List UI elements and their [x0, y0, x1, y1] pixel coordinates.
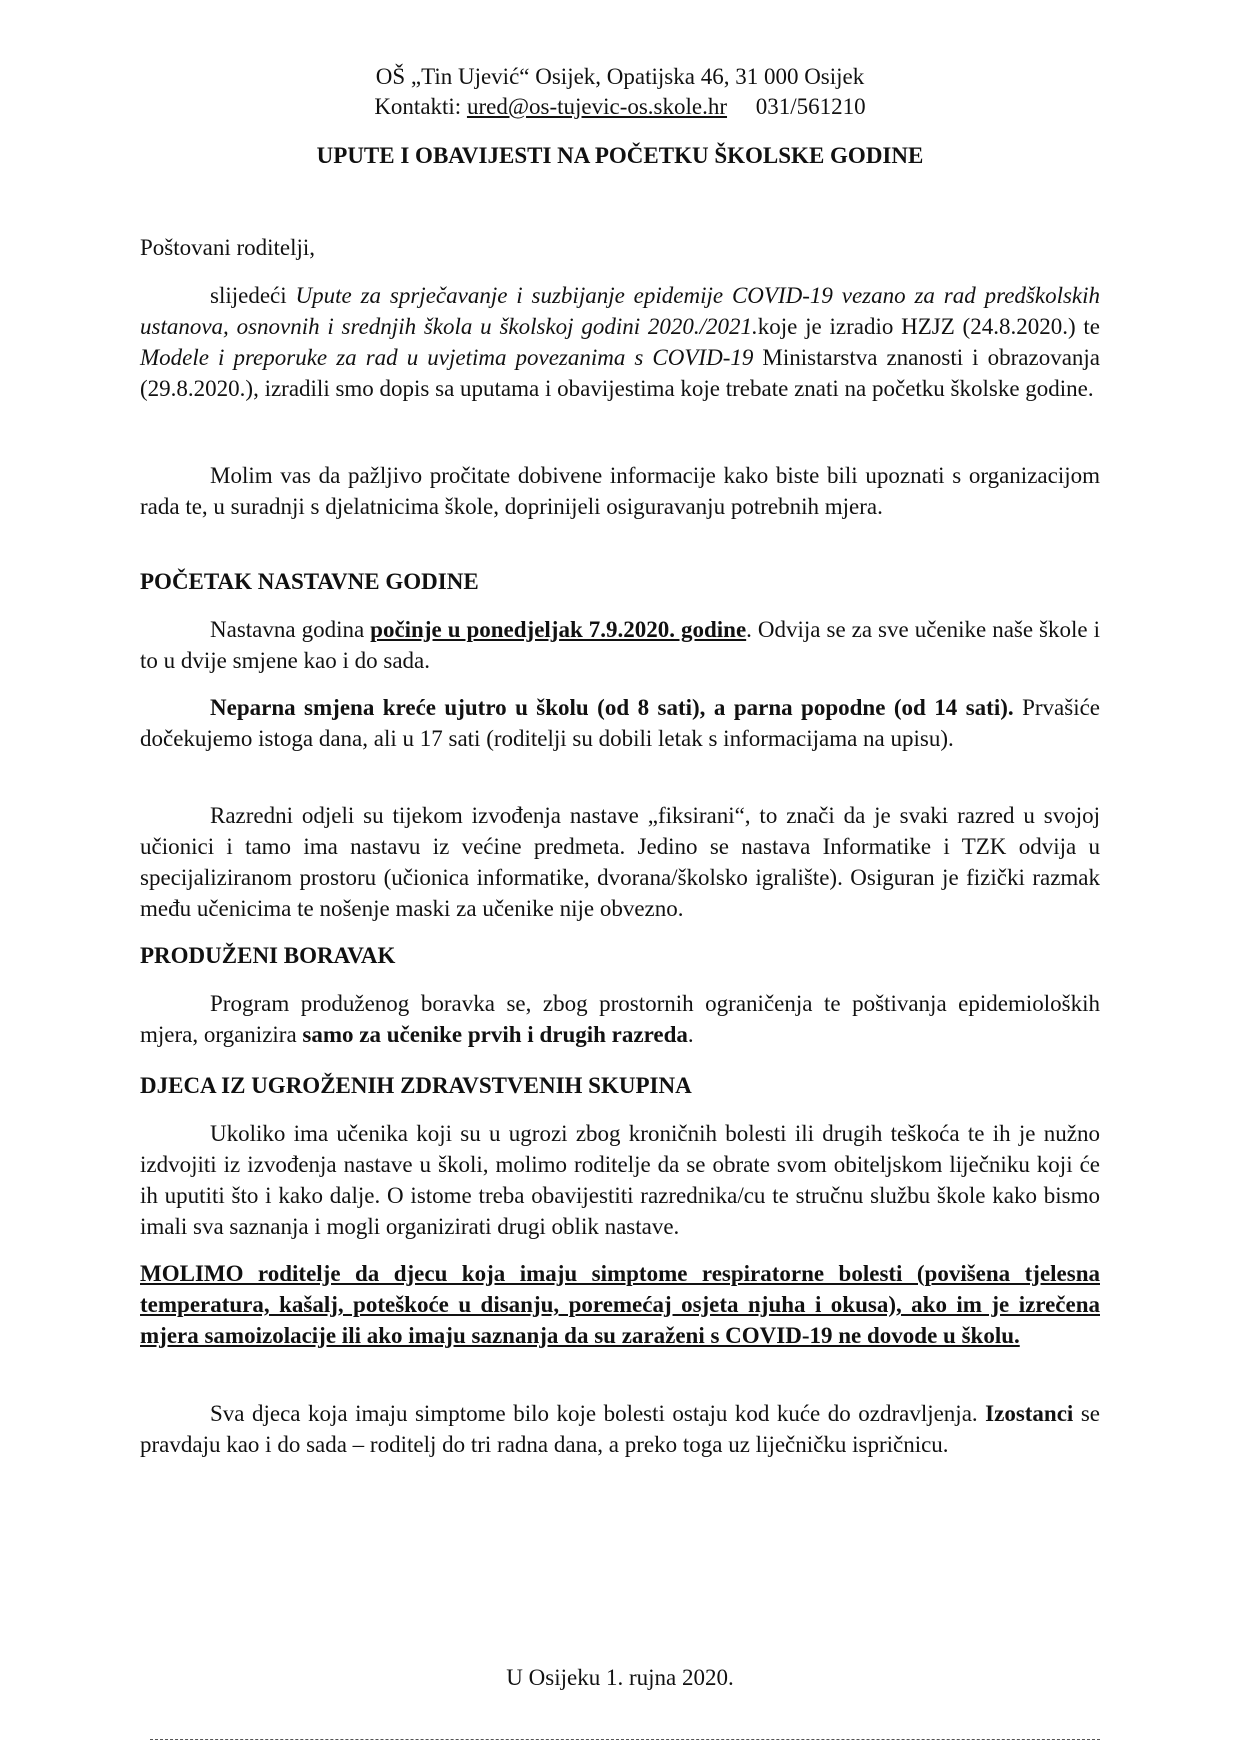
- absence-paragraph: [140, 1398, 1100, 1460]
- extended-bold: samo za učenike prvih i drugih razreda: [302, 1022, 688, 1047]
- shift-bold: Neparna smjena kreće ujutro u školu (od 8 sati), a parna popodne (od 14 sati).: [210, 695, 1014, 720]
- request-paragraph: Molim vas da pažljivo pročitate dobivene informacije kako biste bili upoznati s organizacijom rada te, u suradnji s djelatnicima škole, doprinijeli osiguravanju potrebnih mjera.: [140, 463, 1100, 519]
- extended-text-a: Program produženog boravka se, zbog prostornih ograničenja te poštivanja epidemioloških mjera, organizira: [140, 991, 1100, 1047]
- section-heading-extended-stay: PRODUŽENI BORAVAK: [140, 943, 396, 968]
- extended-stay-paragraph: [140, 988, 1100, 1050]
- shift-rest: Prvašiće dočekujemo istoga dana, ali u 17 sati (roditelji su dobili letak s informacijama na upisu).: [140, 695, 1101, 751]
- contacts-line: [0, 92, 1240, 122]
- section-heading-risk-groups: DJECA IZ UGROŽENIH ZDRAVSTVENIH SKUPINA: [140, 1073, 692, 1098]
- intro-text-2: koje je izradio HZJZ (24.8.2020.) te: [757, 314, 1100, 339]
- shift-paragraph: [140, 692, 1100, 754]
- absence-bold: Izostanci: [985, 1401, 1074, 1426]
- intro-text-1: slijedeći: [210, 283, 296, 308]
- closing-date: U Osijeku 1. rujna 2020.: [506, 1665, 734, 1690]
- important-notice: MOLIMO roditelje da djecu koja imaju simptome respiratorne bolesti (povišena tjelesna temperatura, kašalj, poteškoće u disanju, poremećaj osjeta njuha i okusa), ako im je izrečena mjera samoizolacije ili ako imaju saznanja da su zaraženi s COVID-19 ne dovode u školu.: [140, 1261, 1100, 1348]
- document-title: UPUTE I OBAVIJESTI NA POČETKU ŠKOLSKE GODINE: [316, 143, 924, 168]
- phone-number: 031/561210: [755, 94, 866, 119]
- start-date: počinje u ponedjeljak 7.9.2020. godine: [370, 617, 747, 642]
- intro-italic-2: Modele i preporuke za rad u uvjetima povezanima s COVID-19: [140, 345, 754, 370]
- contacts-label: Kontakti:: [374, 94, 462, 119]
- extended-text-c: .: [687, 1022, 694, 1047]
- intro-italic-1: Upute za sprječavanje i suzbijanje epidemije COVID-19 vezano za rad predškolskih ustanova, osnovnih i srednjih škola u školskoj godini 2020./2021.: [140, 283, 1101, 339]
- email-link[interactable]: ured@os-tujevic-os.skole.hr: [466, 94, 728, 119]
- absence-text-a: Sva djeca koja imaju simptome bilo koje bolesti ostaju kod kuće do ozdravljenja.: [210, 1401, 986, 1426]
- classes-paragraph: Razredni odjeli su tijekom izvođenja nastave „fiksirani“, to znači da je svaki razred u svojoj učionici i tamo ima nastavu iz većine predmeta. Jedino se nastava Informatike i TZK odvija u specijaliziranom prostoru (učionica informatike, dvorana/školsko igralište). Osiguran je fizički razmak među učenicima te nošenje maski za učenike nije obvezno.: [140, 803, 1100, 921]
- footer-divider: [150, 1739, 1100, 1742]
- intro-paragraph: [140, 280, 1100, 404]
- school-address: OŠ „Tin Ujević“ Osijek, Opatijska 46, 31 000 Osijek: [375, 64, 865, 89]
- start-text-a: Nastavna godina: [210, 617, 371, 642]
- section-heading-start: POČETAK NASTAVNE GODINE: [140, 569, 479, 594]
- absence-text-c: se pravdaju kao i do sada – roditelj do tri radna dana, a preko toga uz liječničku ispričnicu.: [140, 1401, 1100, 1457]
- intro-text-3: Ministarstva znanosti i obrazovanja (29.8.2020.), izradili smo dopis sa uputama i obavijestima koje trebate znati na početku školske godine.: [140, 345, 1101, 401]
- school-header: [0, 62, 1240, 122]
- risk-groups-paragraph: Ukoliko ima učenika koji su u ugrozi zbog kroničnih bolesti ili drugih teškoća te ih je nužno izdvojiti iz izvođenja nastave u školi, molimo roditelje da se obrate svom obiteljskom liječniku koji će ih uputiti što i kako dalje. O istome treba obavijestiti razrednika/cu te stručnu službu škole kako bismo imali sva saznanja i mogli organizirati drugi oblik nastave.: [140, 1121, 1100, 1239]
- start-text-b: . Odvija se za sve učenike naše škole i to u dvije smjene kao i do sada.: [140, 617, 1100, 673]
- start-paragraph: [140, 614, 1100, 676]
- salutation: Poštovani roditelji,: [140, 235, 316, 260]
